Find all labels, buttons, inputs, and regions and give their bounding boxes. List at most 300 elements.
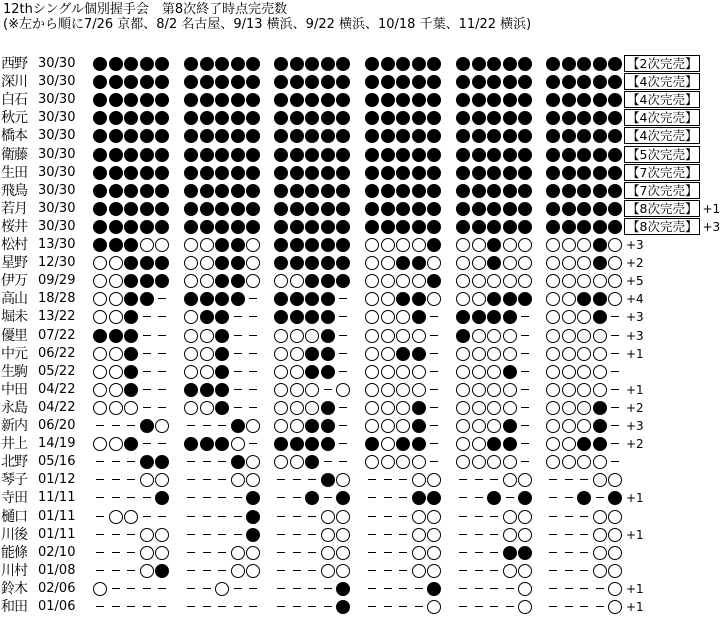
sold-out-mark — [140, 256, 154, 270]
none-mark — [155, 329, 169, 343]
available-mark — [546, 419, 560, 433]
none-mark — [546, 564, 560, 578]
sold-out-mark — [184, 75, 198, 89]
sold-out-mark — [608, 93, 622, 107]
none-mark — [336, 401, 350, 415]
available-mark — [365, 329, 379, 343]
sold-count: 01/12 — [38, 472, 76, 488]
sold-out-mark — [427, 148, 441, 162]
sold-out-mark — [109, 184, 123, 198]
available-mark — [290, 274, 304, 288]
sold-out-mark — [246, 129, 260, 143]
none-mark — [290, 546, 304, 560]
member-name: 樋口 — [1, 508, 27, 525]
available-mark — [487, 329, 501, 343]
none-mark — [427, 401, 441, 415]
available-mark — [381, 419, 395, 433]
sold-out-mark — [365, 166, 379, 180]
sold-out-mark — [336, 184, 350, 198]
available-mark — [200, 401, 214, 415]
none-mark — [518, 455, 532, 469]
member-row — [0, 544, 716, 562]
none-mark — [215, 455, 229, 469]
member-row — [0, 345, 716, 363]
available-mark — [412, 329, 426, 343]
member-row — [0, 580, 716, 598]
sold-out-mark — [381, 75, 395, 89]
sold-out-mark — [365, 220, 379, 234]
member-row — [0, 73, 716, 91]
sold-out-mark — [321, 238, 335, 252]
sold-out-mark — [562, 184, 576, 198]
sold-out-mark — [140, 292, 154, 306]
available-mark — [93, 383, 107, 397]
available-mark — [472, 238, 486, 252]
none-mark — [336, 437, 350, 451]
member-name: 北野 — [1, 454, 27, 471]
available-mark — [184, 274, 198, 288]
sold-out-mark — [546, 148, 560, 162]
none-mark — [140, 491, 154, 505]
none-mark — [246, 365, 260, 379]
sold-out-mark — [290, 57, 304, 71]
sold-out-mark — [93, 148, 107, 162]
sold-out-mark — [155, 564, 169, 578]
member-row — [0, 471, 716, 489]
sold-out-mark — [412, 111, 426, 125]
sold-out-mark — [155, 256, 169, 270]
none-mark — [427, 347, 441, 361]
sold-out-mark — [305, 184, 319, 198]
member-name: 星野 — [1, 255, 27, 272]
sold-out-mark — [593, 292, 607, 306]
available-mark — [290, 329, 304, 343]
none-mark — [577, 582, 591, 596]
increase-count: +3 — [626, 419, 644, 433]
sold-out-mark — [321, 437, 335, 451]
sold-out-mark — [487, 491, 501, 505]
status-cell — [624, 435, 644, 453]
available-mark — [546, 383, 560, 397]
none-mark — [562, 600, 576, 614]
none-mark — [608, 455, 622, 469]
none-mark — [200, 473, 214, 487]
sold-count: 06/20 — [38, 418, 76, 433]
page-subtitle: (※左から順に7/26 京都、8/2 名古屋、9/13 横浜、9/22 横浜、10/18 千葉、11/22 横浜) — [3, 17, 532, 32]
sold-out-mark — [155, 148, 169, 162]
available-mark — [546, 274, 560, 288]
none-mark — [396, 528, 410, 542]
none-mark — [365, 600, 379, 614]
available-mark — [577, 383, 591, 397]
sold-count: 01/11 — [38, 526, 76, 542]
available-mark — [305, 401, 319, 415]
none-mark — [140, 510, 154, 524]
available-mark — [472, 256, 486, 270]
available-mark — [396, 419, 410, 433]
sold-out-mark — [472, 220, 486, 234]
sold-out-mark — [487, 256, 501, 270]
sold-out-mark — [124, 437, 138, 451]
sold-out-mark — [290, 202, 304, 216]
none-mark — [396, 600, 410, 614]
member-name: 伊万 — [1, 273, 27, 290]
sold-out-mark — [155, 184, 169, 198]
sold-out-mark — [231, 202, 245, 216]
available-mark — [184, 329, 198, 343]
none-mark — [456, 582, 470, 596]
available-mark — [93, 310, 107, 324]
status-cell — [624, 489, 644, 507]
none-mark — [274, 510, 288, 524]
member-row — [0, 91, 716, 109]
status-cell — [624, 182, 700, 200]
sold-out-mark — [184, 111, 198, 125]
member-row — [0, 164, 716, 182]
none-mark — [140, 401, 154, 415]
available-mark — [274, 274, 288, 288]
none-mark — [140, 310, 154, 324]
none-mark — [427, 329, 441, 343]
none-mark — [305, 510, 319, 524]
sold-out-mark — [305, 129, 319, 143]
available-mark — [546, 347, 560, 361]
available-mark — [518, 274, 532, 288]
sold-out-mark — [562, 75, 576, 89]
sold-out-mark — [215, 401, 229, 415]
sold-count: 30/30 — [38, 182, 76, 198]
status-cell — [624, 381, 644, 399]
none-mark — [274, 528, 288, 542]
sold-out-mark — [321, 256, 335, 270]
available-mark — [427, 528, 441, 542]
available-mark — [365, 274, 379, 288]
none-mark — [93, 528, 107, 542]
sold-out-mark — [200, 93, 214, 107]
status-cell — [624, 308, 644, 326]
sold-out-mark — [184, 383, 198, 397]
member-name: 中田 — [1, 381, 27, 398]
available-mark — [503, 401, 517, 415]
sold-out-mark — [200, 166, 214, 180]
sold-out-mark — [215, 238, 229, 252]
member-name: 堀未 — [1, 309, 27, 326]
available-mark — [381, 437, 395, 451]
available-mark — [546, 329, 560, 343]
none-mark — [472, 582, 486, 596]
none-mark — [365, 528, 379, 542]
sold-out-mark — [396, 347, 410, 361]
none-mark — [93, 491, 107, 505]
sold-out-mark — [518, 166, 532, 180]
available-mark — [109, 510, 123, 524]
available-mark — [155, 238, 169, 252]
member-row — [0, 182, 716, 200]
sold-out-mark — [109, 329, 123, 343]
sold-count: 30/30 — [38, 92, 76, 108]
sold-count: 30/30 — [38, 110, 76, 126]
none-mark — [184, 455, 198, 469]
none-mark — [93, 455, 107, 469]
sold-count: 14/19 — [38, 436, 76, 452]
sold-out-mark — [503, 546, 517, 560]
member-row — [0, 290, 716, 308]
none-mark — [336, 347, 350, 361]
sold-out-mark — [231, 75, 245, 89]
none-mark — [290, 510, 304, 524]
available-mark — [246, 455, 260, 469]
none-mark — [140, 437, 154, 451]
available-mark — [456, 347, 470, 361]
sold-out-mark — [365, 148, 379, 162]
sold-out-mark — [412, 184, 426, 198]
sold-out-mark — [518, 57, 532, 71]
sold-out-mark — [577, 202, 591, 216]
sold-out-mark — [396, 184, 410, 198]
available-mark — [456, 256, 470, 270]
sold-out-mark — [562, 220, 576, 234]
sold-out-mark — [427, 93, 441, 107]
sold-out-mark — [184, 57, 198, 71]
available-mark — [336, 564, 350, 578]
available-mark — [456, 437, 470, 451]
sold-out-mark — [503, 166, 517, 180]
none-mark — [305, 546, 319, 560]
sold-out-mark — [274, 184, 288, 198]
sold-out-mark — [246, 491, 260, 505]
none-mark — [93, 419, 107, 433]
none-mark — [93, 564, 107, 578]
available-mark — [472, 401, 486, 415]
none-mark — [546, 600, 560, 614]
sold-out-mark — [487, 292, 501, 306]
available-mark — [140, 528, 154, 542]
available-mark — [562, 383, 576, 397]
sold-out-badge: 【8次完売】 — [624, 218, 700, 235]
sold-out-mark — [381, 202, 395, 216]
sold-out-mark — [231, 111, 245, 125]
available-mark — [412, 383, 426, 397]
sold-out-mark — [577, 220, 591, 234]
available-mark — [274, 329, 288, 343]
available-mark — [518, 600, 532, 614]
available-mark — [381, 383, 395, 397]
available-mark — [231, 437, 245, 451]
sold-out-mark — [562, 93, 576, 107]
sold-out-mark — [456, 148, 470, 162]
sold-out-mark — [305, 75, 319, 89]
sold-out-mark — [487, 93, 501, 107]
available-mark — [365, 256, 379, 270]
none-mark — [472, 600, 486, 614]
none-mark — [93, 600, 107, 614]
available-mark — [456, 365, 470, 379]
none-mark — [231, 528, 245, 542]
none-mark — [246, 383, 260, 397]
sold-out-mark — [290, 256, 304, 270]
sold-out-mark — [562, 148, 576, 162]
available-mark — [381, 455, 395, 469]
member-name: 川村 — [1, 562, 27, 579]
none-mark — [290, 600, 304, 614]
sold-out-mark — [365, 75, 379, 89]
available-mark — [246, 419, 260, 433]
available-mark — [305, 329, 319, 343]
sold-out-mark — [518, 129, 532, 143]
member-row — [0, 146, 716, 164]
increase-count: +2 — [626, 256, 644, 271]
sold-out-mark — [503, 220, 517, 234]
available-mark — [546, 365, 560, 379]
member-row — [0, 254, 716, 272]
sold-out-mark — [577, 184, 591, 198]
sold-out-mark — [124, 184, 138, 198]
sold-out-mark — [412, 292, 426, 306]
sold-out-mark — [487, 129, 501, 143]
available-mark — [336, 510, 350, 524]
none-mark — [546, 491, 560, 505]
available-mark — [274, 347, 288, 361]
sold-out-mark — [577, 129, 591, 143]
sold-out-mark — [140, 129, 154, 143]
none-mark — [155, 365, 169, 379]
available-mark — [503, 274, 517, 288]
none-mark — [290, 473, 304, 487]
sold-out-mark — [321, 274, 335, 288]
sold-out-mark — [456, 329, 470, 343]
increase-count: +1 — [626, 382, 644, 397]
sold-out-mark — [246, 75, 260, 89]
sold-count: 11/11 — [38, 490, 76, 506]
none-mark — [274, 473, 288, 487]
sold-out-mark — [593, 202, 607, 216]
available-mark — [109, 437, 123, 451]
sold-out-mark — [215, 310, 229, 324]
sold-out-mark — [593, 401, 607, 415]
sold-out-mark — [184, 129, 198, 143]
available-mark — [93, 292, 107, 306]
sold-out-mark — [274, 310, 288, 324]
sold-out-mark — [305, 57, 319, 71]
none-mark — [274, 600, 288, 614]
sold-out-mark — [155, 111, 169, 125]
available-mark — [140, 473, 154, 487]
none-mark — [184, 600, 198, 614]
member-name: 生田 — [1, 164, 27, 181]
available-mark — [109, 347, 123, 361]
sold-out-mark — [215, 347, 229, 361]
none-mark — [321, 600, 335, 614]
available-mark — [231, 473, 245, 487]
sold-out-mark — [124, 75, 138, 89]
available-mark — [546, 292, 560, 306]
member-name: 桜井 — [1, 218, 27, 235]
sold-count: 30/30 — [38, 218, 76, 234]
available-mark — [518, 473, 532, 487]
sold-out-mark — [274, 256, 288, 270]
none-mark — [184, 419, 198, 433]
none-mark — [472, 546, 486, 560]
sold-out-mark — [290, 292, 304, 306]
sold-out-mark — [290, 184, 304, 198]
none-mark — [290, 528, 304, 542]
member-name: 琴子 — [1, 472, 27, 489]
available-mark — [93, 437, 107, 451]
available-mark — [274, 365, 288, 379]
sold-out-mark — [321, 419, 335, 433]
available-mark — [290, 347, 304, 361]
sold-out-mark — [336, 129, 350, 143]
sold-count: 30/30 — [38, 56, 76, 71]
sold-out-mark — [93, 111, 107, 125]
none-mark — [231, 582, 245, 596]
sold-out-mark — [200, 202, 214, 216]
available-mark — [577, 329, 591, 343]
available-mark — [140, 546, 154, 560]
sold-out-mark — [336, 202, 350, 216]
none-mark — [518, 419, 532, 433]
none-mark — [503, 582, 517, 596]
available-mark — [396, 274, 410, 288]
available-mark — [593, 347, 607, 361]
sold-count: 04/22 — [38, 381, 76, 397]
sold-out-mark — [381, 57, 395, 71]
available-mark — [412, 528, 426, 542]
sold-out-mark — [274, 292, 288, 306]
sold-out-mark — [365, 93, 379, 107]
sold-out-mark — [274, 57, 288, 71]
none-mark — [518, 365, 532, 379]
available-mark — [577, 401, 591, 415]
status-cell — [624, 417, 644, 435]
sold-out-mark — [412, 401, 426, 415]
none-mark — [246, 582, 260, 596]
sold-out-mark — [93, 220, 107, 234]
available-mark — [200, 365, 214, 379]
available-mark — [472, 274, 486, 288]
none-mark — [577, 546, 591, 560]
available-mark — [274, 455, 288, 469]
sold-out-mark — [593, 57, 607, 71]
sold-out-mark — [608, 148, 622, 162]
none-mark — [200, 546, 214, 560]
sold-out-mark — [215, 274, 229, 288]
available-mark — [336, 546, 350, 560]
sold-out-mark — [246, 57, 260, 71]
sold-out-mark — [396, 148, 410, 162]
sold-out-mark — [321, 148, 335, 162]
available-mark — [503, 329, 517, 343]
none-mark — [427, 310, 441, 324]
available-mark — [246, 256, 260, 270]
sold-out-mark — [231, 419, 245, 433]
sold-out-mark — [487, 220, 501, 234]
none-mark — [336, 310, 350, 324]
sold-out-mark — [215, 329, 229, 343]
sold-out-mark — [109, 220, 123, 234]
sold-out-mark — [562, 166, 576, 180]
available-mark — [427, 546, 441, 560]
available-mark — [381, 256, 395, 270]
sold-out-mark — [305, 419, 319, 433]
none-mark — [487, 564, 501, 578]
none-mark — [365, 546, 379, 560]
sold-out-mark — [593, 256, 607, 270]
available-mark — [321, 564, 335, 578]
sold-out-mark — [336, 582, 350, 596]
available-mark — [487, 274, 501, 288]
available-mark — [577, 238, 591, 252]
